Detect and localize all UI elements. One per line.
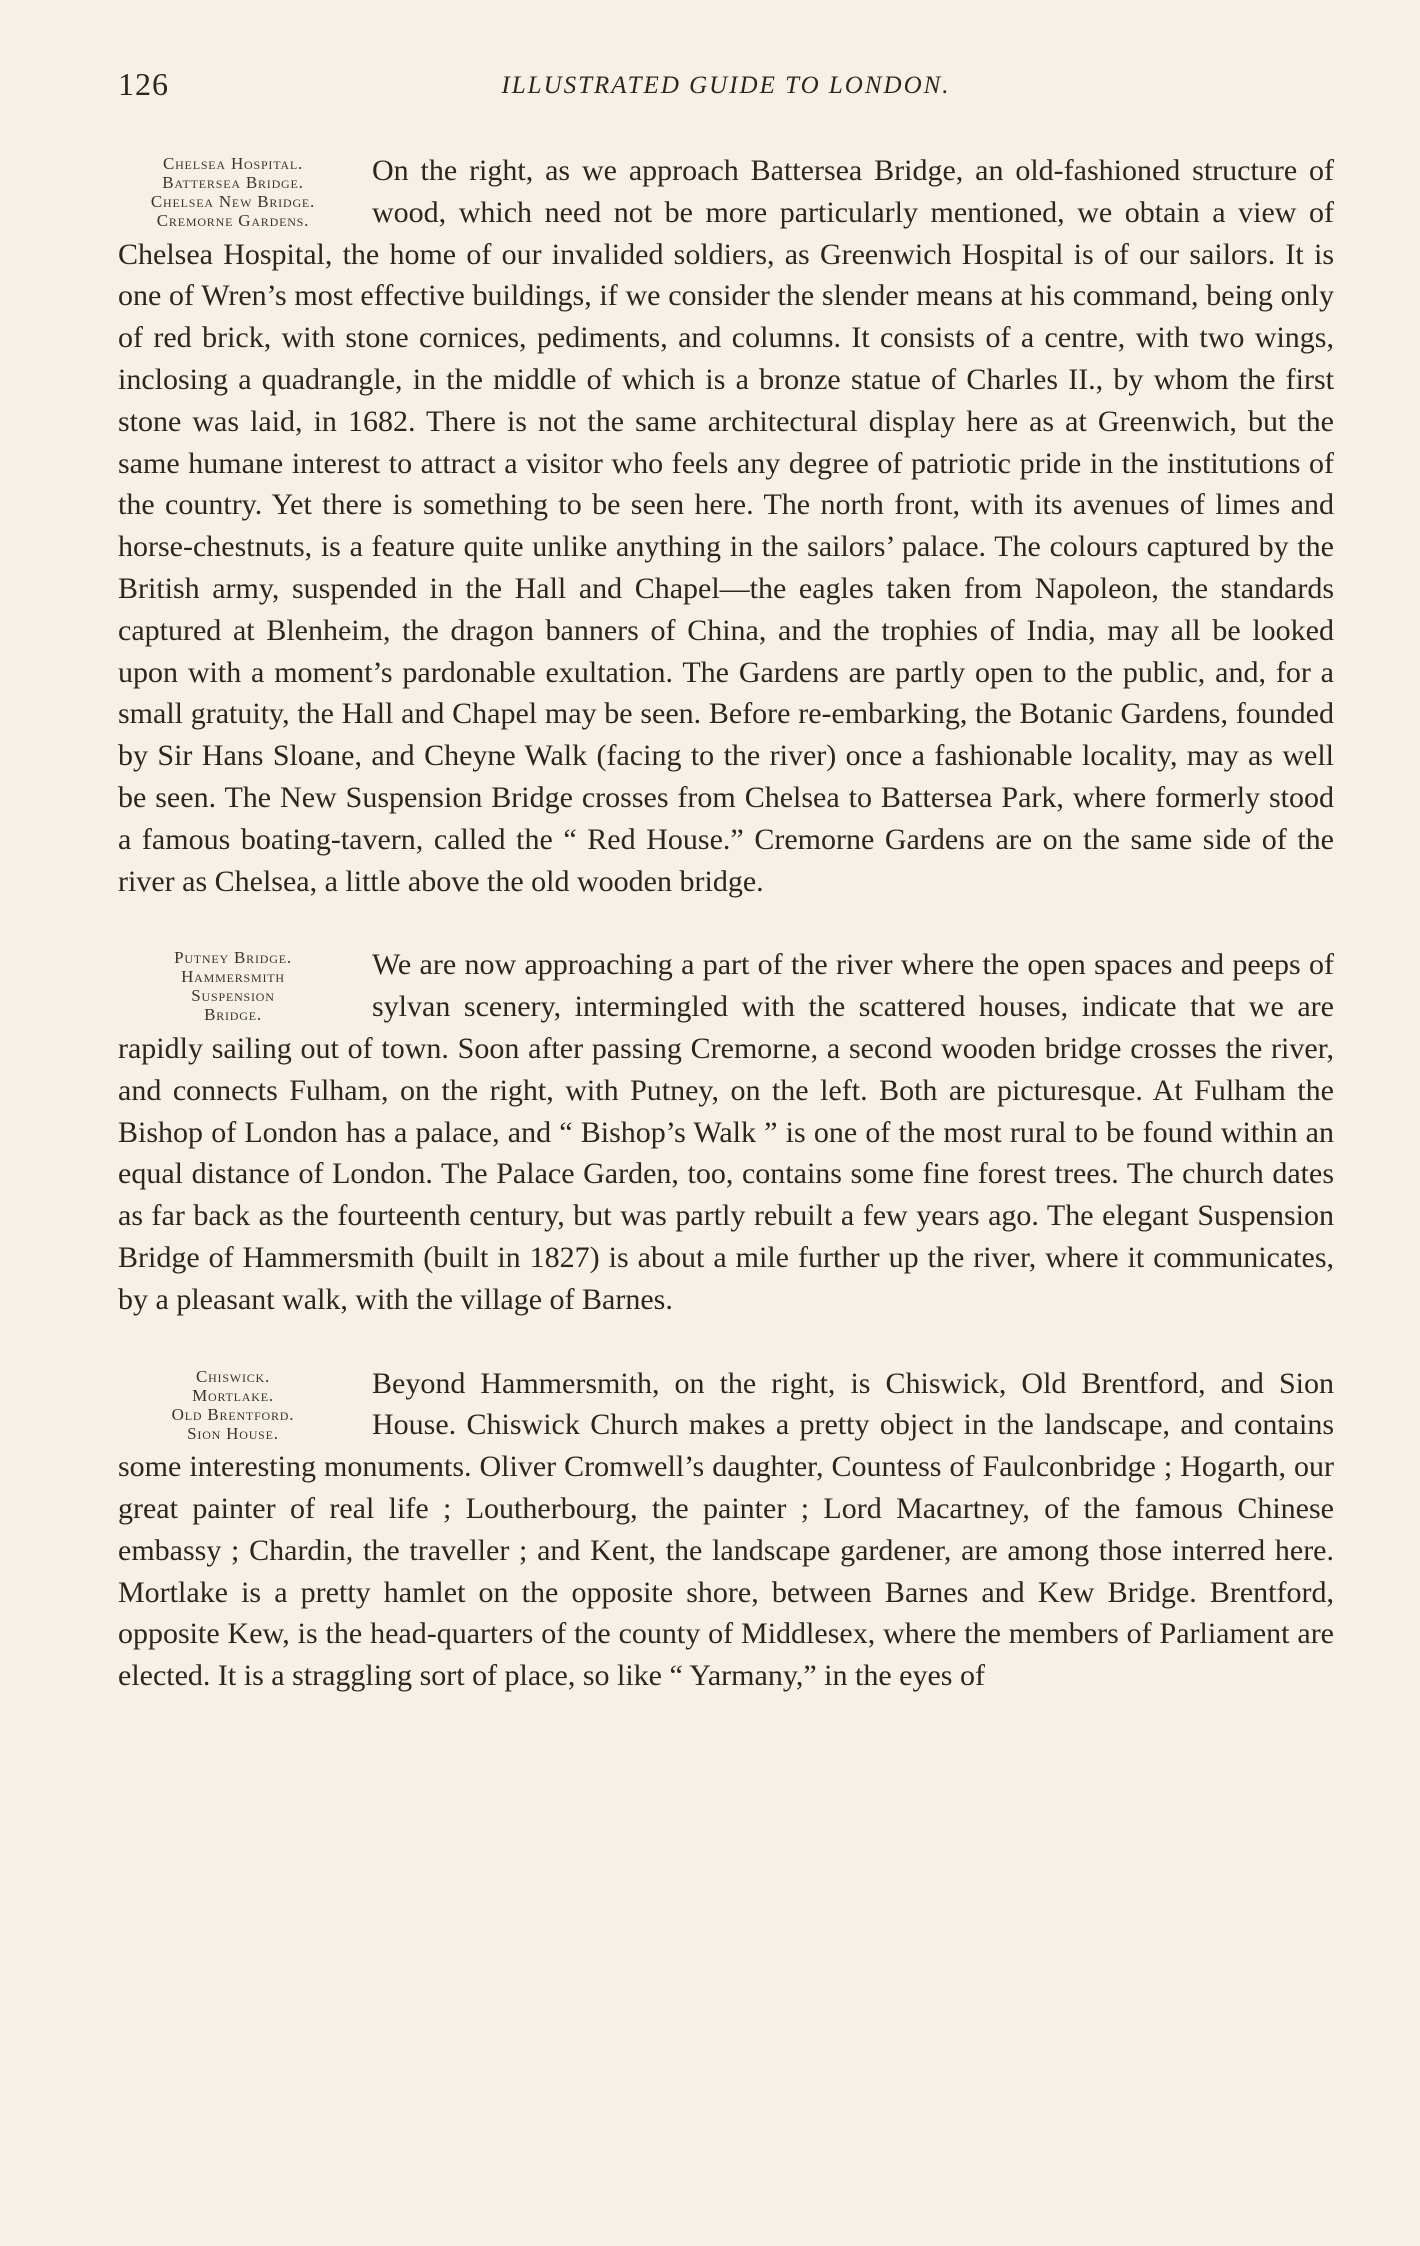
margin-note-line: Sion House. bbox=[187, 1423, 279, 1443]
margin-note-line: Suspension bbox=[191, 986, 275, 1006]
margin-note bbox=[118, 154, 348, 230]
section-chelsea bbox=[118, 150, 1334, 902]
running-head bbox=[118, 60, 1334, 116]
body-paragraph: On the right, as we approach Battersea Bridge, an old-fashioned structure of wood, which need not be more particularly mentioned, we obtain a view of Chelsea Hospital, the home of our invalided soldiers, as Greenwich Hospital is of our sailors. It is one of Wren’s most effective buildings, if we consider the slender means at his command, being only of red brick, with stone cornices, pediments, and columns. It consists of a centre, with two wings, inclosing a quadrangle, in the middle of which is a bronze statue of Charles II., by whom the first stone was laid, in 1682. There is not the same architectural display here as at Greenwich, but the same humane interest to attract a visitor who feels any degree of patriotic pride in the institutions of the country. Yet there is something to be seen here. The north front, with its avenues of limes and horse-chestnuts, is a feature quite unlike anything in the sailors’ palace. The colours captured by the British army, suspended in the Hall and Chapel—the eagles taken from Napoleon, the standards captured at Blenheim, the dragon banners of China, and the trophies of India, may all be looked upon with a moment’s pardonable exultation. The Gardens are partly open to the public, and, for a small gratuity, the Hall and Chapel may be seen. Before re-embarking, the Botanic Gardens, founded by Sir Hans Sloane, and Cheyne Walk (facing to the river) once a fashionable locality, may as well be seen. The New Suspension Bridge crosses from Chelsea to Battersea Park, where formerly stood a famous boating-tavern, called the “ Red House.” Cremorne Gardens are on the same side of the river as Chelsea, a little above the old wooden bridge. bbox=[118, 154, 1334, 898]
margin-note-line: Chiswick. bbox=[195, 1366, 271, 1386]
margin-note bbox=[118, 1367, 348, 1443]
margin-note-line: Chelsea New Bridge. bbox=[150, 192, 316, 211]
section-chiswick bbox=[118, 1363, 1334, 1697]
margin-note-line: Hammersmith bbox=[181, 967, 285, 987]
margin-note-line: Battersea Bridge. bbox=[162, 173, 304, 192]
body-paragraph: We are now approaching a part of the river where the open spaces and peeps of sylvan scenery, intermingled with the scattered houses, indicate that we are rapidly sailing out of town. Soon after passing Cremorne, a second wooden bridge crosses the river, and connects Fulham, on the right, with Putney, on the left. Both are picturesque. At Fulham the Bishop of London has a palace, and “ Bishop’s Walk ” is one of the most rural to be found within an equal distance of London. The Palace Garden, too, contains some fine forest trees. The church dates as far back as the fourteenth century, but was partly rebuilt a few years ago. The elegant Suspension Bridge of Hammersmith (built in 1827) is about a mile further up the river, where it communicates, by a pleasant walk, with the village of Barnes. bbox=[118, 948, 1334, 1316]
book-page bbox=[118, 60, 1334, 1739]
page-number: 126 bbox=[118, 66, 169, 102]
margin-note bbox=[118, 948, 348, 1024]
margin-note-line: Mortlake. bbox=[192, 1385, 274, 1405]
section-putney bbox=[118, 944, 1334, 1320]
margin-note-line: Bridge. bbox=[204, 1005, 262, 1025]
body-paragraph: Beyond Hammersmith, on the right, is Chiswick, Old Brentford, and Sion House. Chiswick Church makes a pretty object in the landscape, and contains some interesting monuments. Oliver Cromwell’s daughter, Countess of Faulconbridge ; Hogarth, our great painter of real life ; Loutherbourg, the painter ; Lord Macartney, of the famous Chinese embassy ; Chardin, the traveller ; and Kent, the landscape gardener, are among those interred here. Mortlake is a pretty hamlet on the opposite shore, between Barnes and Kew Bridge. Brentford, opposite Kew, is the head-quarters of the county of Middlesex, where the members of Parliament are elected. It is a straggling sort of place, so like “ Yarmany,” in the eyes of bbox=[118, 1366, 1334, 1693]
margin-note-line: Old Brentford. bbox=[171, 1404, 295, 1424]
margin-note-line: Cremorne Gardens. bbox=[156, 211, 310, 230]
margin-note-line: Chelsea Hospital. bbox=[162, 154, 304, 173]
running-title: ILLUSTRATED GUIDE TO LONDON. bbox=[501, 72, 951, 99]
margin-note-line: Putney Bridge. bbox=[174, 948, 292, 968]
